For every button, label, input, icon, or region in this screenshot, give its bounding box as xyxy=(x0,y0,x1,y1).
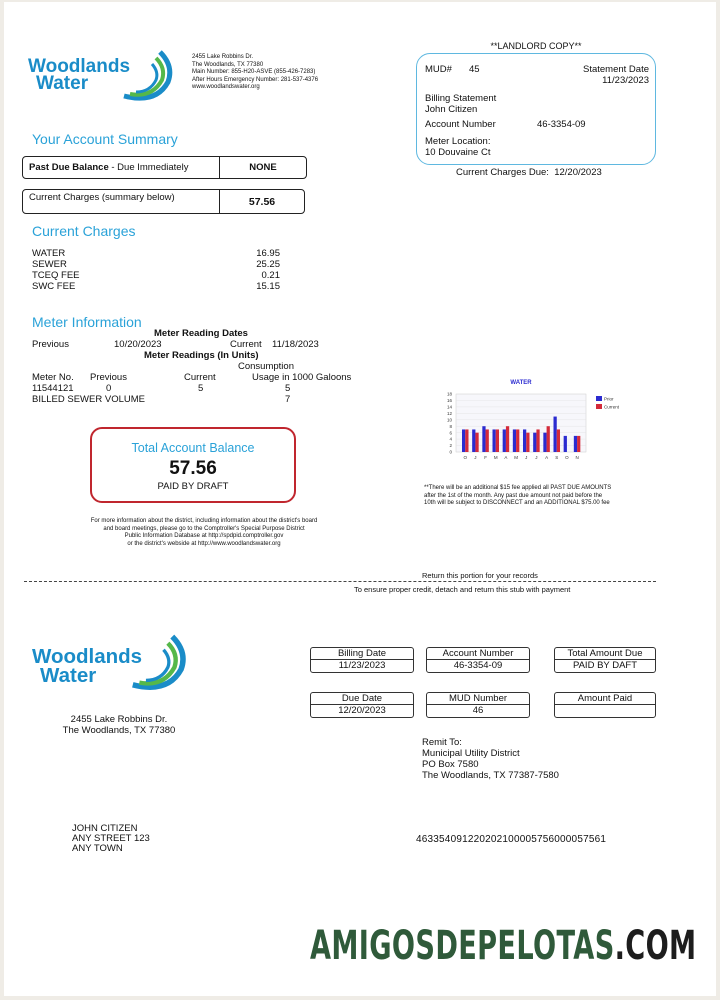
logo-line2: Water xyxy=(36,73,89,95)
chart-bar xyxy=(557,429,560,452)
info-line: and board meetings, please go to the Comptroller's Special Purpose District xyxy=(103,525,305,532)
current-charges-label: Current Charges (summary below) xyxy=(29,192,175,203)
chart-bar xyxy=(577,436,580,452)
meter-location xyxy=(425,136,490,158)
current-charges-due xyxy=(456,167,602,178)
customer-line: ANY TOWN xyxy=(72,843,123,854)
chart-x-tick-label: J xyxy=(525,455,528,460)
logo-line2: Water xyxy=(40,663,97,687)
col-meter-no: Meter No. xyxy=(32,372,74,383)
chart-bar xyxy=(513,429,516,452)
previous-label: Previous xyxy=(32,339,69,350)
amount-paid-box xyxy=(554,692,656,718)
charge-amount: 25.25 xyxy=(256,259,280,270)
charge-row xyxy=(32,281,280,292)
curr-reading-value: 5 xyxy=(198,383,204,394)
total-balance-note: PAID BY DRAFT xyxy=(157,481,229,492)
info-line[interactable]: Public Information Database at http://spdpid.comptroller.gov xyxy=(124,533,284,539)
chart-bar xyxy=(543,433,546,452)
chart-x-tick-label: A xyxy=(545,455,549,460)
chart-bar xyxy=(486,429,489,452)
fee-note-line: 10th will be subject to DISCONNECT and an ADDITIONAL $75.00 fee xyxy=(424,500,610,506)
chart-bar xyxy=(506,426,509,452)
due-date-value: 12/20/2023 xyxy=(338,705,386,716)
scanline-number: 463354091220202100005756000057561 xyxy=(416,834,607,845)
chart-bar xyxy=(554,417,557,452)
chart-y-tick-label: 4 xyxy=(449,436,452,442)
chart-bar xyxy=(482,426,485,452)
chart-x-tick-label: F xyxy=(484,455,487,460)
chart-bar xyxy=(496,429,499,452)
landlord-copy-header: **LANDLORD COPY** xyxy=(490,41,582,51)
detach-text: To ensure proper credit, detach and return this stub with payment xyxy=(354,585,571,594)
chart-bar xyxy=(465,429,468,452)
current-charges-row xyxy=(22,189,305,214)
consumption-label: Consumption xyxy=(238,361,294,372)
charge-row xyxy=(32,259,280,270)
total-due-value: PAID BY DAFT xyxy=(572,660,638,671)
due-date-label: Due Date xyxy=(311,693,413,705)
charge-name: SWC FEE xyxy=(32,281,76,292)
chart-x-tick-label: S xyxy=(555,455,559,460)
mud-value: 45 xyxy=(469,64,480,75)
chart-bar xyxy=(523,429,526,452)
fee-note xyxy=(424,485,664,508)
prev-reading-value: 0 xyxy=(106,383,112,394)
charge-row xyxy=(32,248,280,259)
mud-number-value: 46 xyxy=(472,705,484,716)
return-text: Return this portion for your records xyxy=(422,571,538,580)
stub-address-line: The Woodlands, TX 77380 xyxy=(62,725,176,736)
mud-label: MUD# xyxy=(425,64,452,75)
total-due-box xyxy=(554,647,656,673)
logo-line1: Woodlands xyxy=(28,56,131,77)
chart-bar xyxy=(574,436,577,452)
chart-x-tick-label: M xyxy=(493,455,498,460)
charge-row xyxy=(32,270,280,281)
past-due-label: Past Due Balance xyxy=(29,162,109,173)
charge-name: WATER xyxy=(32,248,66,259)
watermark xyxy=(310,922,696,970)
bill-page xyxy=(4,2,716,996)
chart-bar xyxy=(516,429,519,452)
stub-address xyxy=(44,714,194,736)
chart-y-tick-label: 6 xyxy=(449,430,452,436)
chart-legend-swatch xyxy=(596,404,602,409)
chart-x-tick-label: O xyxy=(565,455,569,460)
chart-legend-label: Current xyxy=(604,404,620,410)
charge-amount: 16.95 xyxy=(256,248,280,259)
address-line: After Hours Emergency Number: 281-537-4376 xyxy=(192,76,319,83)
address-line[interactable]: www.woodlandswater.org xyxy=(192,84,260,90)
charge-name: SEWER xyxy=(32,259,67,270)
account-number-value: 46-3354-09 xyxy=(537,119,586,130)
current-label: Current xyxy=(230,339,262,350)
meter-info-title: Meter Information xyxy=(32,314,142,330)
chart-y-tick-label: 16 xyxy=(446,398,452,404)
remit-line: Municipal Utility District xyxy=(422,748,520,759)
chart-x-tick-label: M xyxy=(514,455,518,460)
total-balance-title: Total Account Balance xyxy=(131,441,255,455)
total-due-label: Total Amount Due xyxy=(555,648,655,660)
fee-note-line: after the 1st of the month. Any past due amount not paid before the xyxy=(424,492,603,499)
due-date-box xyxy=(310,692,414,718)
customer-line: ANY STREET 123 xyxy=(72,833,150,844)
col-usage: Usage in 1000 Galoons xyxy=(252,372,352,383)
chart-x-tick-label: A xyxy=(504,455,508,460)
readings-label: Meter Readings (In Units) xyxy=(144,350,259,361)
chart-y-tick-label: 10 xyxy=(446,417,452,423)
water-usage-chart xyxy=(436,374,646,466)
chart-title: WATER xyxy=(510,380,532,386)
chart-bar xyxy=(564,436,567,452)
mud-number-label: MUD Number xyxy=(427,693,529,705)
charges-list xyxy=(32,248,280,292)
company-logo xyxy=(28,46,178,108)
customer-address xyxy=(72,824,150,854)
current-charges-value: 57.56 xyxy=(248,196,276,208)
chart-x-tick-label: J xyxy=(474,455,477,460)
stub-account-number-label: Account Number xyxy=(427,648,529,660)
amount-paid-field[interactable] xyxy=(555,705,655,717)
address-line: Main Number: 855-H20-ASVE (855-426-7283) xyxy=(192,69,316,75)
due-date: 12/20/2023 xyxy=(554,167,602,178)
past-due-value: NONE xyxy=(249,162,277,173)
watermark-main: AMIGOSDEPELOTAS xyxy=(310,923,615,969)
previous-date: 10/20/2023 xyxy=(114,339,162,350)
chart-legend-label: Prior xyxy=(604,396,614,402)
stub-logo xyxy=(32,630,192,700)
total-balance-amount: 57.56 xyxy=(169,458,217,479)
chart-bar xyxy=(493,429,496,452)
chart-x-tick-label: O xyxy=(463,455,468,460)
chart-y-tick-label: 14 xyxy=(446,404,452,410)
fee-note-line: **There will be an additional $15 fee applied all PAST DUE AMOUNTS xyxy=(424,485,612,491)
meter-location-label: Meter Location: xyxy=(425,136,491,147)
address-line: The Woodlands, TX 77380 xyxy=(192,61,264,68)
billed-sewer-value: 7 xyxy=(285,394,291,405)
account-number-box xyxy=(426,647,530,673)
chart-bar xyxy=(547,426,550,452)
chart-bar xyxy=(536,429,539,452)
billing-statement-label: Billing Statement xyxy=(425,93,497,104)
chart-bar xyxy=(475,433,478,452)
past-due-note: - Due Immediately xyxy=(111,162,189,173)
current-date: 11/18/2023 xyxy=(272,339,319,350)
mud-number-box xyxy=(426,692,530,718)
past-due-row xyxy=(22,156,307,179)
address-line: 2455 Lake Robbins Dr. xyxy=(192,54,254,60)
stub-account-number-value: 46-3354-09 xyxy=(453,660,503,671)
meter-no-value: 11544121 xyxy=(32,383,74,394)
amount-paid-label: Amount Paid xyxy=(555,693,655,705)
chart-bar xyxy=(472,429,475,452)
customer-line: JOHN CITIZEN xyxy=(72,823,138,834)
chart-y-tick-label: 2 xyxy=(449,443,452,449)
charge-name: TCEQ FEE xyxy=(32,270,80,281)
chart-y-tick-label: 12 xyxy=(446,410,452,416)
charge-amount: 0.21 xyxy=(261,270,280,281)
remit-line: PO Box 7580 xyxy=(422,759,479,770)
billed-sewer-label: BILLED SEWER VOLUME xyxy=(32,394,145,405)
chart-y-tick-label: 0 xyxy=(449,449,452,455)
chart-y-tick-label: 8 xyxy=(449,423,452,429)
chart-bar xyxy=(526,433,529,452)
chart-y-tick-label: 18 xyxy=(446,391,452,397)
billing-date-label: Billing Date xyxy=(311,648,413,660)
landlord-box xyxy=(416,53,656,165)
chart-x-tick-label: N xyxy=(575,455,579,460)
statement-date-value: 11/23/2023 xyxy=(602,75,649,86)
chart-bar xyxy=(462,429,465,452)
stub-address-line: 2455 Lake Robbins Dr. xyxy=(70,714,168,725)
company-address xyxy=(192,54,362,92)
billing-date-value: 11/23/2023 xyxy=(338,660,386,671)
billing-date-box xyxy=(310,647,414,673)
statement-date xyxy=(583,64,649,86)
info-line[interactable]: or the district's webside at http://www.woodlandswater.org xyxy=(127,540,281,547)
logo-line1: Woodlands xyxy=(32,645,143,668)
account-summary-title: Your Account Summary xyxy=(32,131,178,147)
info-line: For more information about the district, including information about the district's board xyxy=(90,518,318,524)
remit-to xyxy=(422,737,559,781)
chart-bar xyxy=(503,429,506,452)
customer-name: John Citizen xyxy=(425,104,478,115)
total-balance-box xyxy=(90,427,296,503)
col-current: Current xyxy=(184,372,216,383)
billing-statement xyxy=(425,93,496,115)
meter-location-value: 10 Douvaine Ct xyxy=(425,147,491,158)
reading-dates-label: Meter Reading Dates xyxy=(154,328,248,339)
remit-line: The Woodlands, TX 77387-7580 xyxy=(422,770,559,781)
detach-line xyxy=(24,581,656,582)
chart-bar xyxy=(533,433,536,452)
account-number-label: Account Number xyxy=(425,119,496,130)
chart-legend-swatch xyxy=(596,396,602,401)
remit-label: Remit To: xyxy=(422,737,462,748)
district-info xyxy=(54,518,354,548)
due-label: Current Charges Due: xyxy=(456,167,549,178)
charge-amount: 15.15 xyxy=(256,281,280,292)
chart-x-tick-label: J xyxy=(535,455,538,460)
col-previous: Previous xyxy=(90,372,127,383)
watermark-suffix: .COM xyxy=(614,923,697,969)
statement-date-label: Statement Date xyxy=(582,64,649,75)
usage-value: 5 xyxy=(285,383,291,394)
current-charges-title: Current Charges xyxy=(32,223,136,239)
